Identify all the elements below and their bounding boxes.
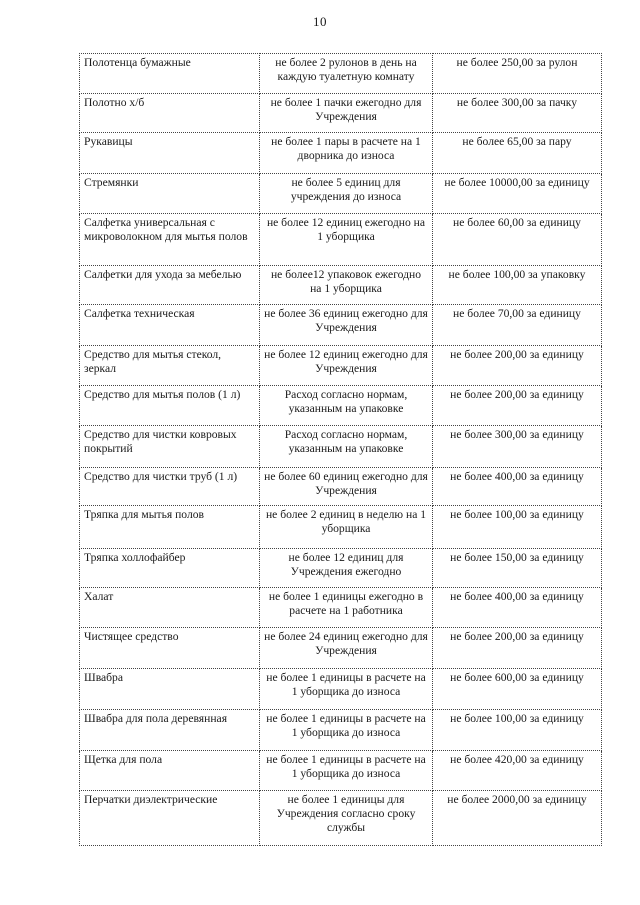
table-row (80, 791, 602, 846)
price-cell: не более 200,00 за единицу (433, 386, 602, 426)
price-cell: не более 100,00 за упаковку (433, 266, 602, 305)
norm-cell: не более 1 единицы в расчете на 1 уборщика до износа (260, 710, 433, 751)
item-name-cell: Стремянки (80, 174, 260, 214)
price-cell: не более 400,00 за единицу (433, 468, 602, 506)
table-row (80, 54, 602, 94)
item-name-cell: Средство для чистки труб (1 л) (80, 468, 260, 506)
norm-cell: не более 12 единиц ежегодно для Учреждения (260, 346, 433, 386)
price-cell: не более 300,00 за единицу (433, 426, 602, 468)
table-row (80, 266, 602, 305)
norm-cell: не более12 упаковок ежегодно на 1 уборщика (260, 266, 433, 305)
item-name-cell: Рукавицы (80, 133, 260, 174)
price-cell: не более 300,00 за пачку (433, 94, 602, 133)
price-cell: не более 150,00 за единицу (433, 549, 602, 588)
norm-cell: Расход согласно нормам, указанным на упаковке (260, 426, 433, 468)
item-name-cell: Салфетка техническая (80, 305, 260, 346)
norm-cell: не более 1 единицы в расчете на 1 уборщика до износа (260, 751, 433, 791)
table-row (80, 669, 602, 710)
price-cell: не более 200,00 за единицу (433, 628, 602, 669)
table-row (80, 506, 602, 549)
price-cell: не более 10000,00 за единицу (433, 174, 602, 214)
norm-cell: не более 2 единиц в неделю на 1 уборщика (260, 506, 433, 549)
table-row (80, 426, 602, 468)
item-name-cell: Чистящее средство (80, 628, 260, 669)
table-row (80, 174, 602, 214)
norm-cell: не более 1 пары в расчете на 1 дворника до износа (260, 133, 433, 174)
item-name-cell: Щетка для пола (80, 751, 260, 791)
price-cell: не более 400,00 за единицу (433, 588, 602, 628)
price-cell: не более 250,00 за рулон (433, 54, 602, 94)
price-cell: не более 60,00 за единицу (433, 214, 602, 266)
price-cell: не более 70,00 за единицу (433, 305, 602, 346)
item-name-cell: Швабра для пола деревянная (80, 710, 260, 751)
table-row (80, 710, 602, 751)
item-name-cell: Средство для мытья полов (1 л) (80, 386, 260, 426)
item-name-cell: Средство для чистки ковровых покрытий (80, 426, 260, 468)
table-row (80, 549, 602, 588)
norm-cell: не более 1 пачки ежегодно для Учреждения (260, 94, 433, 133)
norm-cell: не более 12 единиц ежегодно на 1 уборщика (260, 214, 433, 266)
norm-cell: не более 24 единиц ежегодно для Учреждения (260, 628, 433, 669)
item-name-cell: Халат (80, 588, 260, 628)
item-name-cell: Средство для мытья стекол, зеркал (80, 346, 260, 386)
price-cell: не более 100,00 за единицу (433, 506, 602, 549)
norm-cell: не более 5 единиц для учреждения до износа (260, 174, 433, 214)
table-row (80, 214, 602, 266)
price-cell: не более 200,00 за единицу (433, 346, 602, 386)
price-cell: не более 600,00 за единицу (433, 669, 602, 710)
table-row (80, 628, 602, 669)
norm-cell: не более 60 единиц ежегодно для Учреждения (260, 468, 433, 506)
item-name-cell: Тряпка для мытья полов (80, 506, 260, 549)
item-name-cell: Швабра (80, 669, 260, 710)
norm-cell: не более 12 единиц для Учреждения ежегодно (260, 549, 433, 588)
item-name-cell: Полотно х/б (80, 94, 260, 133)
table-row (80, 305, 602, 346)
item-name-cell: Перчатки диэлектрические (80, 791, 260, 846)
table-row (80, 346, 602, 386)
item-name-cell: Салфетки для ухода за мебелью (80, 266, 260, 305)
table-row (80, 588, 602, 628)
price-cell: не более 100,00 за единицу (433, 710, 602, 751)
price-cell: не более 2000,00 за единицу (433, 791, 602, 846)
norm-cell: не более 2 рулонов в день на каждую туалетную комнату (260, 54, 433, 94)
page-number: 10 (313, 14, 327, 29)
table-row (80, 468, 602, 506)
price-cell: не более 420,00 за единицу (433, 751, 602, 791)
supplies-table (79, 53, 602, 846)
item-name-cell: Салфетка универсальная с микроволокном для мытья полов (80, 214, 260, 266)
table-row (80, 386, 602, 426)
norm-cell: Расход согласно нормам, указанным на упаковке (260, 386, 433, 426)
item-name-cell: Полотенца бумажные (80, 54, 260, 94)
norm-cell: не более 1 единицы ежегодно в расчете на 1 работника (260, 588, 433, 628)
supplies-table-body (80, 54, 602, 846)
norm-cell: не более 1 единицы в расчете на 1 уборщика до износа (260, 669, 433, 710)
table-row (80, 133, 602, 174)
item-name-cell: Тряпка холлофайбер (80, 549, 260, 588)
table-row (80, 751, 602, 791)
norm-cell: не более 1 единицы для Учреждения согласно сроку службы (260, 791, 433, 846)
price-cell: не более 65,00 за пару (433, 133, 602, 174)
norm-cell: не более 36 единиц ежегодно для Учреждения (260, 305, 433, 346)
table-row (80, 94, 602, 133)
